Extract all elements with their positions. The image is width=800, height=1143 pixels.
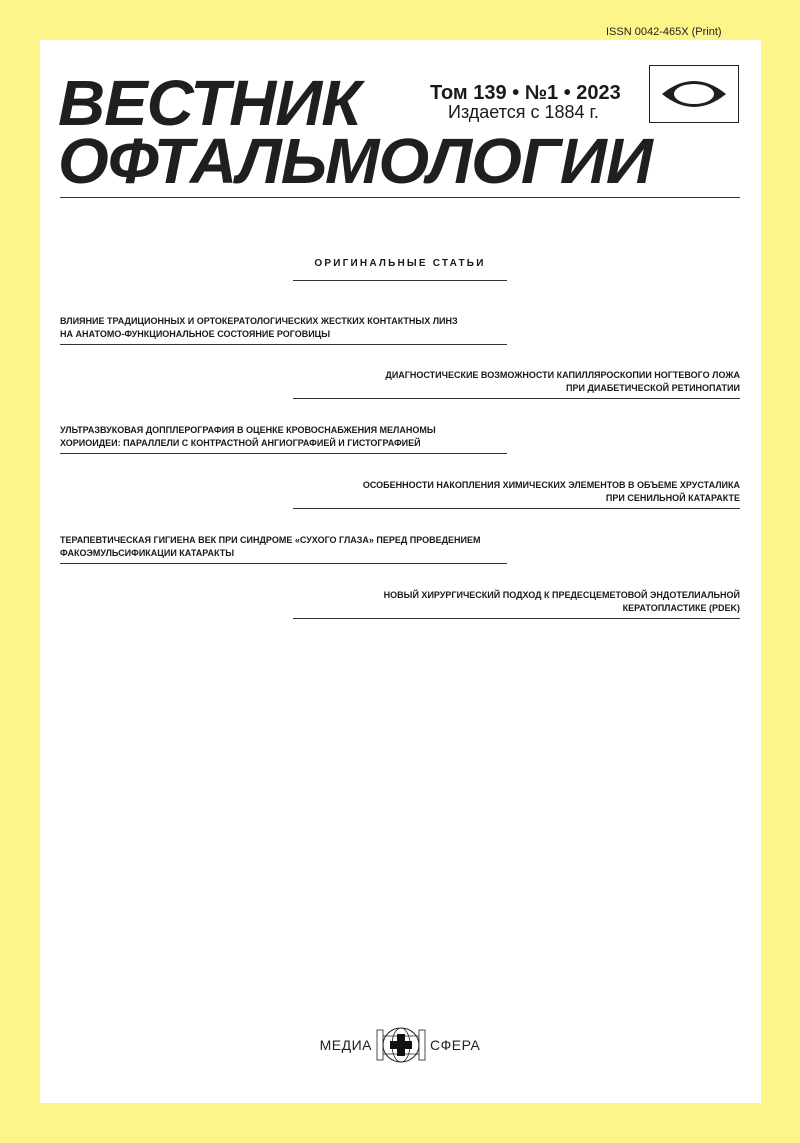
article-title-line: НОВЫЙ ХИРУРГИЧЕСКИЙ ПОДХОД К ПРЕДЕСЦЕМЕТОВОЙ ЭНДОТЕЛИАЛЬНОЙ (383, 590, 740, 600)
article-divider (60, 344, 507, 345)
article-title-line: НА АНАТОМО-ФУНКЦИОНАЛЬНОЕ СОСТОЯНИЕ РОГОВИЦЫ (60, 329, 331, 339)
article-divider (60, 453, 507, 454)
issn-print: ISSN 0042-465X (Print) (606, 26, 722, 38)
article-title-line: УЛЬТРАЗВУКОВАЯ ДОППЛЕРОГРАФИЯ В ОЦЕНКЕ КРОВОСНАБЖЕНИЯ МЕЛАНОМЫ (60, 425, 436, 435)
article-title-line: ПРИ ДИАБЕТИЧЕСКОЙ РЕТИНОПАТИИ (566, 383, 740, 393)
article-item (60, 315, 507, 345)
article-title-line: ОСОБЕННОСТИ НАКОПЛЕНИЯ ХИМИЧЕСКИХ ЭЛЕМЕНТОВ В ОБЪЕМЕ ХРУСТАЛИКА (362, 480, 740, 490)
article-divider (293, 508, 740, 509)
journal-title-line2: ОФТАЛЬМОЛОГИИ (58, 125, 652, 197)
article-item (293, 369, 740, 399)
article-divider (293, 618, 740, 619)
issue-info: Том 139 • №1 • 2023 (430, 82, 621, 104)
article-title-line: ПРИ СЕНИЛЬНОЙ КАТАРАКТЕ (605, 493, 740, 503)
article-item (60, 424, 507, 454)
article-title-line: ТЕРАПЕВТИЧЕСКАЯ ГИГИЕНА ВЕК ПРИ СИНДРОМЕ «СУХОГО ГЛАЗА» ПЕРЕД ПРОВЕДЕНИЕМ (60, 535, 481, 545)
masthead-divider (60, 197, 740, 198)
article-divider (293, 398, 740, 399)
article-item (293, 479, 740, 509)
article-title-line: ФАКОЭМУЛЬСИФИКАЦИИ КАТАРАКТЫ (60, 548, 235, 558)
since-year: Издается с 1884 г. (448, 102, 599, 122)
publisher-name-right: СФЕРА (430, 1037, 481, 1053)
publisher-logo (310, 1025, 490, 1065)
article-divider (60, 563, 507, 564)
publisher-name-left: МЕДИА (319, 1037, 373, 1053)
article-item (293, 589, 740, 619)
section-heading: ОРИГИНАЛЬНЫЕ СТАТЬИ (314, 258, 486, 269)
eye-icon (659, 74, 729, 114)
section-divider (293, 280, 507, 281)
eye-logo (649, 65, 739, 123)
article-title-line: ХОРИОИДЕИ: ПАРАЛЛЕЛИ С КОНТРАСТНОЙ АНГИОГРАФИЕЙ И ГИСТОГРАФИЕЙ (60, 438, 421, 448)
article-title-line: КЕРАТОПЛАСТИКЕ (PDEK) (622, 603, 740, 613)
journal-title-line1: ВЕСТНИК (58, 67, 361, 139)
globe-cross-icon (376, 1025, 426, 1065)
article-item (60, 534, 507, 564)
cover-page (40, 40, 761, 1103)
article-title-line: ВЛИЯНИЕ ТРАДИЦИОННЫХ И ОРТОКЕРАТОЛОГИЧЕСКИХ ЖЕСТКИХ КОНТАКТНЫХ ЛИНЗ (60, 316, 458, 326)
article-title-line: ДИАГНОСТИЧЕСКИЕ ВОЗМОЖНОСТИ КАПИЛЛЯРОСКОПИИ НОГТЕВОГО ЛОЖА (385, 370, 740, 380)
